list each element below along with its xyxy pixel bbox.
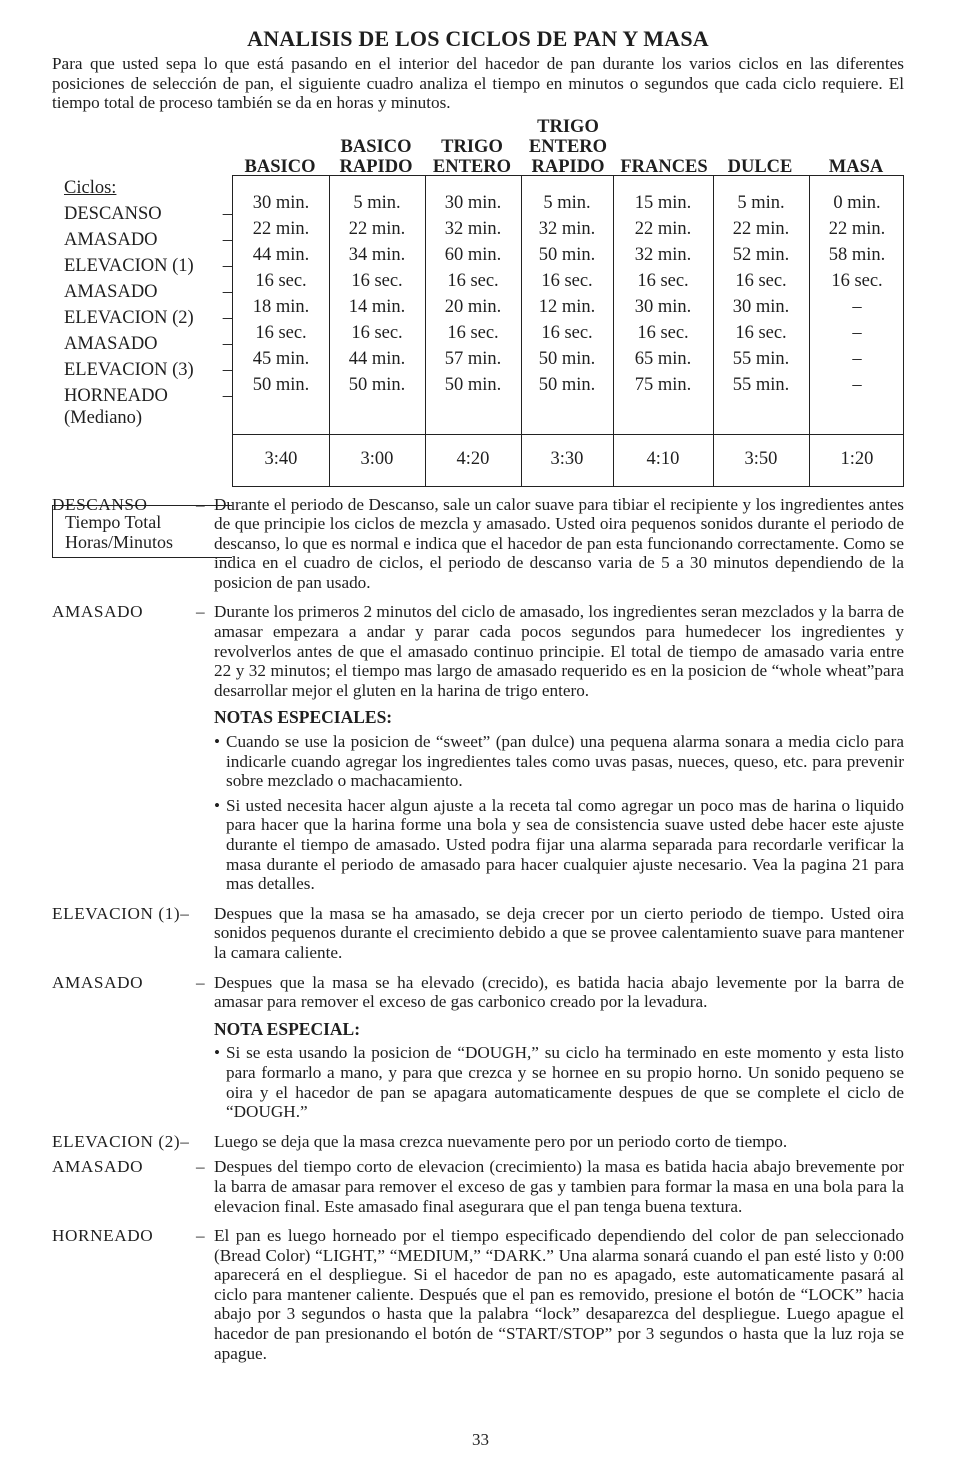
col-header-frances: FRANCES xyxy=(620,156,708,177)
table-cell: 15 min. xyxy=(634,192,692,213)
table-cell: 30 min. xyxy=(252,192,310,213)
table-cell: 50 min. xyxy=(348,374,406,395)
table-cell: – xyxy=(852,374,862,395)
col-header-dulce: DULCE xyxy=(727,156,793,177)
col-header-basico-rapido: BASICO RAPIDO xyxy=(339,136,413,177)
table-cell: 30 min. xyxy=(634,296,692,317)
table-cell: 16 sec. xyxy=(351,322,403,343)
table-cell: 60 min. xyxy=(444,244,502,265)
row-label: DESCANSO – xyxy=(64,203,232,224)
table-cell: 32 min. xyxy=(444,218,502,239)
row-label: AMASADO – xyxy=(64,229,232,250)
table-cell: 22 min. xyxy=(732,218,790,239)
table-cell: 16 sec. xyxy=(447,270,499,291)
row-label: HORNEADO – xyxy=(64,385,232,406)
table-cell: 34 min. xyxy=(348,244,406,265)
total-cell: 4:10 xyxy=(646,448,680,469)
table-cell: 50 min. xyxy=(538,348,596,369)
table-cell: – xyxy=(852,322,862,343)
manual-page xyxy=(52,26,904,1373)
table-cell: 57 min. xyxy=(444,348,502,369)
def-amasado-3: AMASADO – Despues del tiempo corto de elevacion (crecimiento) la masa es batida hacia abajo brevemente por la barra de amasar para remover el exceso de gas y tambien para formar la masa en una bola para la elevacion final. Este amasado final asegurara que el pan tenga buena textura. xyxy=(52,1157,904,1216)
table-cell: 55 min. xyxy=(732,374,790,395)
note-bullet: • Cuando se use la posicion de “sweet” (pan dulce) una pequena alarma sonara a media ciclo para indicarle cuando agregar los ingredientes tales como uvas pasas, nueces, queso, etc. para prevenir sobre mezclado o machacamiento. xyxy=(214,732,904,791)
table-cell: 16 sec. xyxy=(735,270,787,291)
table-cell: 50 min. xyxy=(538,244,596,265)
def-amasado-2: AMASADO – Despues que la masa se ha elevado (crecido), es batida hacia abajo levemente por la barra de amasar para remover el exceso de gas carbonico creado por la levadura. xyxy=(52,972,904,1012)
def-descanso: DESCANSO – Durante el periodo de Descanso, sale un calor suave para tibiar el recipiente y los ingredientes antes de que principie los ciclos de mezcla y amasado. Usted oira pequenos sonidos durante el periodo de descanso, lo que es normal e indica que el hacedor de pan esta funcionando correctamente. Como se indica en el cuadro de ciclos, el periodo de descanso varia de 5 a 30 minutos dependiendo de la posicion de pan usado. xyxy=(52,494,904,592)
table-cell: 16 sec. xyxy=(255,270,307,291)
table-cell: 16 sec. xyxy=(541,322,593,343)
table-cell: 16 sec. xyxy=(637,322,689,343)
def-elevacion-1: ELEVACION (1)– Despues que la masa se ha amasado, se deja crecer por un cierto periodo de tiempo. Usted oira sonidos pequenos durante el crecimiento debido a que se provee calentamiento suave para mantener la camara caliente. xyxy=(52,903,904,962)
table-cell: 44 min. xyxy=(252,244,310,265)
table-cell: 0 min. xyxy=(833,192,881,213)
note-bullet: • Si usted necesita hacer algun ajuste a la receta tal como agregar un poco mas de harina o liquido para hacer que la harina forme una bola y sea de consistencia suave usted debe hacer este ajuste durante el tiempo de amasado. Usted podra fijar una alarma separada para recordarle verificar la masa durante el periodo de amasado para hacer cualquier ajuste necesario. Vea la pagina 21 para mas detalles. xyxy=(214,796,904,894)
table-cell: 45 min. xyxy=(252,348,310,369)
def-amasado-1: AMASADO – Durante los primeros 2 minutos del ciclo de amasado, los ingredientes seran mezclados y la barra de amasar empezara a andar y parar cada pocos segundos para humedecer los ingredientes y revolverlos antes de que el amasado continuo principie. El total de tiempo de amasado varia entre 22 y 32 minutos; el tiempo mas largo de amasado requerido es en la posicion de “whole wheat”para desarrollar mejor el gluten en la harina de trigo entero. xyxy=(52,602,904,700)
table-cell: 5 min. xyxy=(543,192,591,213)
table-cell: 16 sec. xyxy=(637,270,689,291)
note-heading: NOTA ESPECIAL: xyxy=(214,1018,361,1039)
def-elevacion-2: ELEVACION (2)– Luego se deja que la masa crezca nuevamente pero por un periodo corto de tiempo. xyxy=(52,1131,788,1151)
row-label: AMASADO – xyxy=(64,281,232,302)
horneado-sublabel: (Mediano) xyxy=(64,407,143,428)
table-cell: 52 min. xyxy=(732,244,790,265)
def-horneado: HORNEADO – El pan es luego horneado por el tiempo especificado dependiendo del color de pan seleccionado (Bread Color) “LIGHT,” “MEDIUM,” “DARK.” Una alarma sonará cuando el pan esté listo y 0:00 aparecerá en el despliegue. Si el hacedor de pan no es apagado, este automaticamente pasará al ciclo para mantener caliente. Después que el pan es removido, presione el botón de “LOCK” hacia abajo por 3 segundos o hasta que la palabra “lock” desaparezca del despliegue. Luego apague el hacedor de pan presionando el botón de “START/STOP” por 3 segundos o hasta que la luz roja se apague. xyxy=(52,1226,904,1363)
table-cell: 30 min. xyxy=(732,296,790,317)
table-cell: 16 sec. xyxy=(831,270,883,291)
table-cell: 5 min. xyxy=(737,192,785,213)
table-cell: 22 min. xyxy=(634,218,692,239)
table-cell: 5 min. xyxy=(353,192,401,213)
definitions xyxy=(52,495,904,1364)
total-label-box: Tiempo Total Horas/Minutos xyxy=(52,505,232,558)
table-cell: 65 min. xyxy=(634,348,692,369)
col-header-basico: BASICO xyxy=(244,156,316,177)
row-label: AMASADO – xyxy=(64,333,232,354)
table-cell: 22 min. xyxy=(828,218,886,239)
table-cell: – xyxy=(852,296,862,317)
table-cell: 14 min. xyxy=(348,296,406,317)
table-cell: 55 min. xyxy=(732,348,790,369)
row-label: ELEVACION (3) – xyxy=(64,359,232,380)
table-cell: 16 sec. xyxy=(255,322,307,343)
total-cell: 3:40 xyxy=(264,448,298,469)
table-cell: 22 min. xyxy=(252,218,310,239)
page-number: 33 xyxy=(472,1430,489,1449)
table-cell: 12 min. xyxy=(538,296,596,317)
notes-heading: NOTAS ESPECIALES: xyxy=(214,707,393,728)
table-cell: 16 sec. xyxy=(351,270,403,291)
table-cell: 22 min. xyxy=(348,218,406,239)
row-label: ELEVACION (2) – xyxy=(64,307,232,328)
row-labels xyxy=(64,177,234,431)
table-cell: 50 min. xyxy=(538,374,596,395)
table-cell: 16 sec. xyxy=(541,270,593,291)
total-cell: 3:50 xyxy=(744,448,778,469)
table-cell: 50 min. xyxy=(444,374,502,395)
values-grid xyxy=(232,175,904,487)
note-bullet: • Si se esta usando la posicion de “DOUGH,” su ciclo ha terminado en este momento y esta listo para formarlo a mano, y para que crezca y se hornee en su propio horno. Un sonido pequeno se oira y el hacedor de pan se apagara automaticamente despues de que se complete el ciclo de “DOUGH.” xyxy=(214,1043,904,1121)
intro-paragraph: Para que usted sepa lo que está pasando en el interior del hacedor de pan durante los varios ciclos en las diferentes posiciones de selección de pan, el siguiente cuadro analiza el tiempo en minutos o segundos que cada ciclo requiere. El tiempo total de proceso también se da en horas y minutos. xyxy=(52,54,904,112)
total-cell: 3:00 xyxy=(360,448,394,469)
table-cell: 18 min. xyxy=(252,296,310,317)
col-header-masa: MASA xyxy=(828,156,884,177)
table-cell: 75 min. xyxy=(634,374,692,395)
row-label: ELEVACION (1) – xyxy=(64,255,232,276)
col-header-trigo-entero-rapido: TRIGO ENTERO RAPIDO xyxy=(528,116,608,177)
col-header-trigo-entero: TRIGO ENTERO xyxy=(432,136,512,177)
table-cell: 16 sec. xyxy=(735,322,787,343)
page-title: ANALISIS DE LOS CICLOS DE PAN Y MASA xyxy=(247,26,709,51)
table-cell: – xyxy=(852,348,862,369)
total-cell: 3:30 xyxy=(550,448,584,469)
total-divider xyxy=(233,434,903,435)
table-cell: 30 min. xyxy=(444,192,502,213)
total-cell: 4:20 xyxy=(456,448,490,469)
table-cell: 32 min. xyxy=(538,218,596,239)
table-cell: 32 min. xyxy=(634,244,692,265)
total-cell: 1:20 xyxy=(840,448,874,469)
table-cell: 16 sec. xyxy=(447,322,499,343)
table-caption: Ciclos: xyxy=(64,177,117,198)
table-cell: 58 min. xyxy=(828,244,886,265)
table-cell: 20 min. xyxy=(444,296,502,317)
table-cell: 44 min. xyxy=(348,348,406,369)
table-cell: 50 min. xyxy=(252,374,310,395)
